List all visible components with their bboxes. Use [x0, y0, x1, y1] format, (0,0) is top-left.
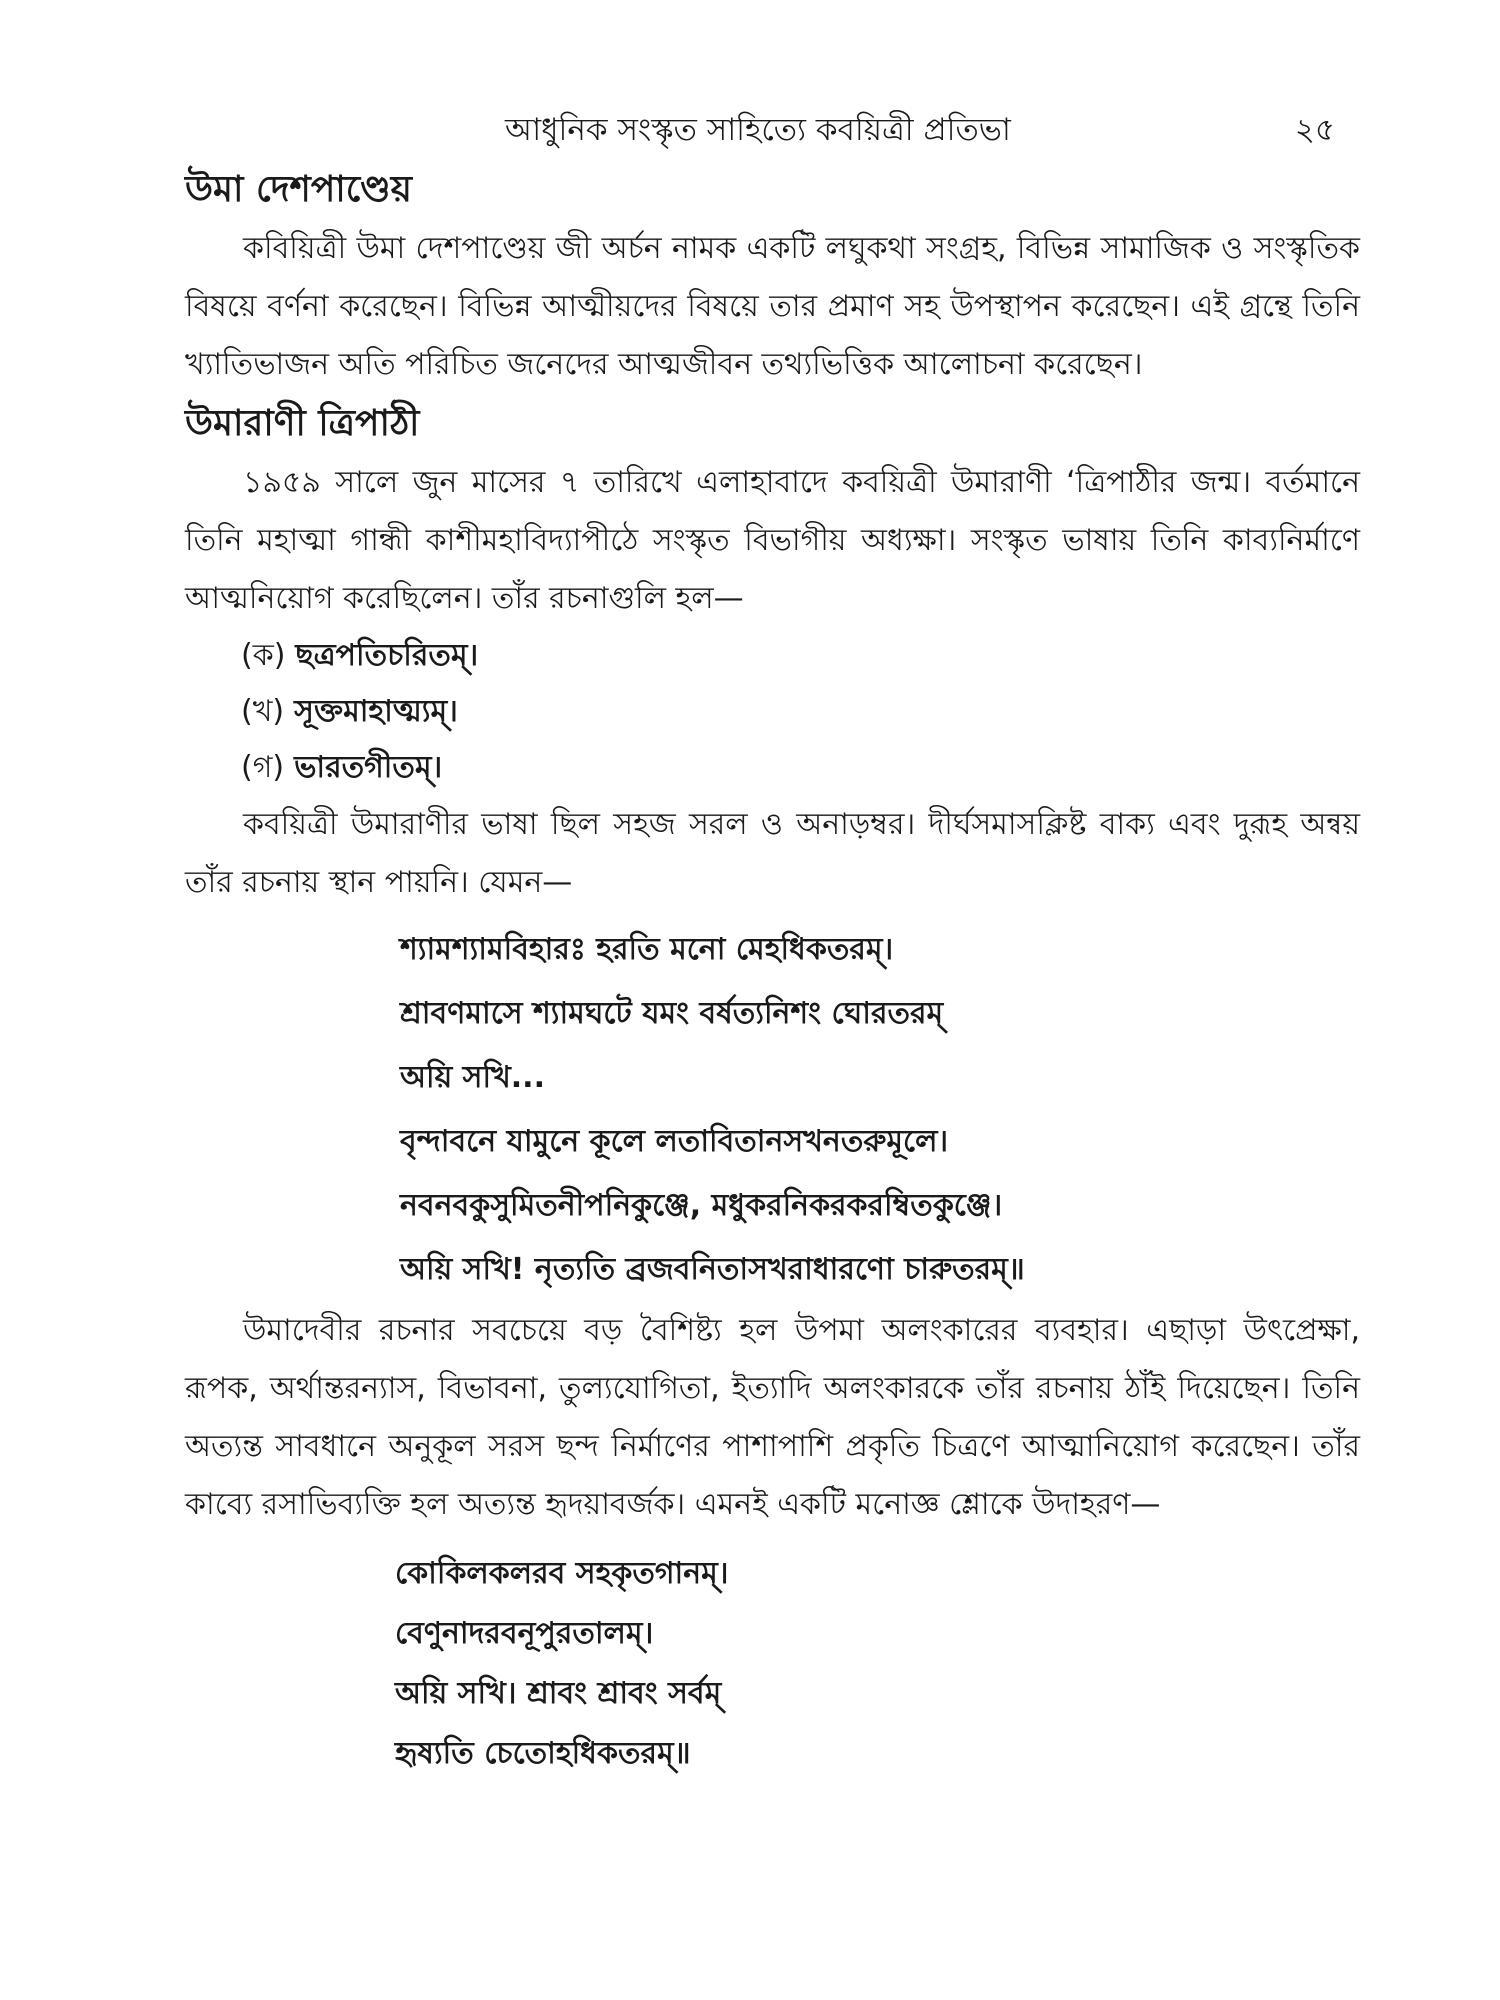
verse-block-1: [185, 918, 1360, 1302]
work-title: ভারতগীতম্।: [294, 750, 443, 785]
verse-block-2: [185, 1544, 1360, 1784]
verse-line: অয়ি সখি। শ্রাবং শ্রাবং সর্বম্: [395, 1676, 722, 1711]
list-item: [241, 740, 1360, 796]
list-item: [241, 684, 1360, 740]
language-style-paragraph: কবয়িত্রী উমারাণীর ভাষা ছিল সহজ সরল ও অনাড়ম্বর। দীর্ঘসমাসক্লিষ্ট বাক্য এবং দুরূহ অন্বয় তাঁর রচনায় স্থান পায়নি। যেমন—: [185, 807, 1360, 900]
verse-line: অয়ি সখি...: [400, 1060, 545, 1095]
ornament-usage-paragraph: উমাদেবীর রচনার সবচেয়ে বড় বৈশিষ্ট্য হল উপমা অলংকারের ব্যবহার। এছাড়া উৎপ্রেক্ষা, রূপক, অর্থান্তরন্যাস, বিভাবনা, তুল্যযোগিতা, ইত্যাদি অলংকারকে তাঁর রচনায় ঠাঁই দিয়েছেন। তিনি অত্যন্ত সাবধানে অনুকূল সরস ছন্দ নির্মাণের পাশাপাশি প্রকৃতি চিত্রণে আত্মানিয়োগ করেছেন। তাঁর কাব্যে রসাভিব্যক্তি হল অত্যন্ত হৃদয়াবর্জক। এমনই একটি মনোজ্ঞ শ্লোকে উদাহরণ—: [185, 1313, 1360, 1522]
work-marker: (ক): [241, 638, 286, 673]
verse-line: বৃন্দাবনে যামুনে কূলে লতাবিতানসখনতরুমূলে।: [400, 1124, 949, 1159]
uma-deshpande-paragraph: কবিয়িত্রী উমা দেশপাণ্ডেয় জী অর্চন নামক একটি লঘুকথা সংগ্রহ, বিভিন্ন সামাজিক ও সংস্কৃতিক বিষয়ে বর্ণনা করেছেন। বিভিন্ন আত্মীয়দের বিষয়ে তার প্রমাণ সহ উপস্থাপন করেছেন। এই গ্রন্থে তিনি খ্যাতিভাজন অতি পরিচিত জনেদের আত্মজীবন তথ্যভিত্তিক আলোচনা করেছেন।: [185, 231, 1360, 382]
work-title: ছত্রপতিচরিতম্।: [295, 638, 479, 673]
umarani-biography-paragraph: ১৯৫৯ সালে জুন মাসের ৭ তারিখে এলাহাবাদে কবয়িত্রী উমারাণী ‘ত্রিপাঠীর জন্ম। বর্তমানে তিনি মহাত্মা গান্ধী কাশীমহাবিদ্যাপীঠে সংস্কৃত বিভাগীয় অধ্যক্ষা। সংস্কৃত ভাষায় তিনি কাব্যনির্মাণে আত্মনিয়োগ করেছিলেন। তাঁর রচনাগুলি হল—: [185, 465, 1360, 616]
verse-line: কোকিলকলরব সহকৃতগানম্।: [395, 1556, 729, 1591]
list-item: [241, 628, 1360, 684]
verse-line: বেণুনাদরবনূপুরতালম্।: [395, 1616, 654, 1651]
work-marker: (গ): [241, 750, 285, 785]
verse-line: নবনবকুসুমিতনীপনিকুঞ্জে, মধুকরনিকরকরম্বিতকুঞ্জে।: [400, 1188, 1003, 1223]
page-number: ২৫: [1294, 112, 1335, 148]
running-title: আধুনিক সংস্কৃত সাহিত্যে কবয়িত্রী প্রতিভা: [505, 112, 1011, 148]
verse-line: অয়ি সখি! নৃত্যতি ব্রজবনিতাসখরাধারণো চারুতরম্॥: [400, 1252, 1025, 1287]
verse-line: হৃষ্যতি চেতোহধিকতরম্॥: [395, 1736, 691, 1771]
section-heading-uma-deshpande: উমা দেশপাণ্ডেয়: [185, 169, 412, 210]
work-title: সূক্তমাহাত্ম্যম্।: [294, 694, 458, 729]
work-marker: (খ): [241, 694, 285, 729]
section-heading-umarani-tripathi: উমারাণী ত্রিপাঠী: [185, 403, 420, 444]
verse-line: শ্যামশ্যামবিহারঃ হরতি মনো মেহধিকতরম্।: [400, 932, 894, 967]
running-header: [185, 100, 1360, 160]
verse-line: শ্রাবণমাসে শ্যামঘটে যমং বর্ষত্যনিশং ঘোরতরম্: [400, 996, 944, 1031]
works-list: [185, 628, 1360, 796]
